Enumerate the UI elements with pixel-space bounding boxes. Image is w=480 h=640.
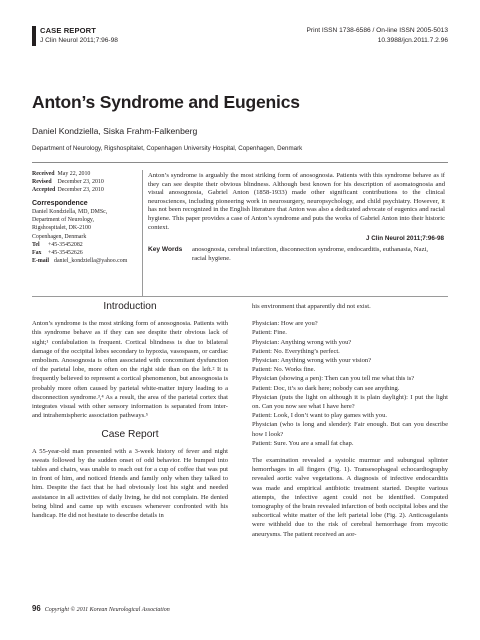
- correspondence-heading: Correspondence: [32, 200, 88, 208]
- case-report-heading: Case Report: [101, 429, 159, 441]
- dialogue-line: Physician: Anything wrong with your vision?: [252, 357, 372, 365]
- revised-label: Revised: [32, 179, 52, 186]
- accepted-label: Accepted: [32, 187, 56, 194]
- fax-label: Fax: [32, 249, 42, 256]
- header-accent-bar: [32, 26, 36, 46]
- case-paragraph: A 55-year-old man presented with a 3-week history of fever and night sweats followed by the sudden onset of odd behavior. He bumped into tables and chairs, was unable to reach out for a cup of coffee that was put in front of him, and noticed friends and family only when they talked to him. Despite the fact that he had obviously lost his sight and needed assistance in all activities of daily living, he did not complain. He denied being blind and came up with excuses whenever confronted with his handicap. He did not hesitate to describe details in: [32, 447, 228, 520]
- correspondence-line: Rigshospitalet, DK-2100: [32, 225, 91, 232]
- author-list: Daniel Kondziella, Siska Frahm-Falkenberg: [32, 126, 198, 136]
- received-date: May 22, 2010: [57, 171, 91, 177]
- copyright-notice: Copyright © 2011 Korean Neurological Association: [44, 607, 170, 613]
- affiliation: Department of Neurology, Rigshospitalet, Copenhagen University Hospital, Copenhagen, Denmark: [32, 145, 303, 152]
- left-column: [32, 302, 228, 520]
- tel-label: Tel: [32, 241, 40, 248]
- page-number: 96: [32, 604, 41, 613]
- dialogue-line: Patient: Look, I don’t want to play games with you.: [252, 412, 387, 420]
- dialogue-line: Physician (puts the light on although it is plain daylight): I put the light on. Can you now see what I have here?: [252, 393, 448, 411]
- dialogue-line: Physician: How are you?: [252, 320, 318, 328]
- correspondence-line: Department of Neurology,: [32, 217, 94, 224]
- dialogue-line: Patient: Doc, it’s so dark here; nobody can see anything.: [252, 384, 400, 392]
- dialogue-line: Patient: No. Works fine.: [252, 366, 316, 374]
- dialogue-line: Physician (who is long and slender): Fair enough. But can you describe how I look?: [252, 421, 448, 438]
- dialogue-line: Physician (showing a pen): Then can you tell me what this is?: [252, 375, 415, 383]
- tel-number: +45-35452082: [48, 241, 83, 248]
- correspondence-line: Copenhagen, Denmark: [32, 233, 87, 240]
- journal-citation: J Clin Neurol 2011;7:96-98: [40, 37, 118, 44]
- received-label: Received: [32, 171, 55, 177]
- article-title: Anton’s Syndrome and Eugenics: [32, 92, 300, 112]
- dialogue-line: Patient: Sure. You are a small fat chap.: [252, 439, 354, 447]
- keywords-text: anosognosia, cerebral infarction, disconnection syndrome, endocarditis, euthanasia, Nazi, racial hygiene.: [192, 246, 429, 262]
- doi-line[interactable]: 10.3988/jcn.2011.7.2.96: [377, 37, 448, 44]
- abstract-divider: [32, 296, 448, 297]
- keywords-label: Key Words: [148, 246, 183, 253]
- info-divider: [142, 170, 143, 296]
- dialogue-line: Patient: Fine.: [252, 329, 287, 337]
- accepted-date: December 23, 2010: [57, 187, 104, 194]
- section-label: CASE REPORT: [40, 26, 96, 35]
- right-column: [252, 302, 448, 539]
- introduction-heading: Introduction: [103, 301, 157, 312]
- dialogue-line: Physician: Anything wrong with you?: [252, 338, 352, 346]
- email-label: E-mail: [32, 257, 50, 264]
- title-divider: [32, 162, 448, 163]
- fax-number: +45-35452626: [48, 249, 83, 256]
- issn-line: Print ISSN 1738-6586 / On-line ISSN 2005-5013: [306, 27, 448, 34]
- correspondence-line: Daniel Kondziella, MD, DMSc,: [32, 209, 108, 216]
- body-paragraph: his environment that apparently did not exist.: [252, 303, 371, 310]
- body-paragraph: The examination revealed a systolic murmur and subungual splinter hemorrhages in all fingers (Fig. 1). Transesophageal echocardiography revealed aortic valve vegetations. A diagnosis of infective endocarditis was made and empirical antibiotic treatment started. Despite various attempts, the infective agent could not be identified. Computed tomography of the brain revealed infarction of both occipital lobes and the subcortical white matter of the left parietal lobe (Fig. 2). Anticoagulants were withheld due to the risk of cerebral hemorrhage from mycotic aneurysms. The patient received an aor-: [252, 457, 448, 538]
- page-footer: [32, 604, 170, 613]
- dialogue-line: Patient: No. Everything’s perfect.: [252, 347, 340, 355]
- abstract-text: Anton’s syndrome is arguably the most striking form of anosognosia. Patients with this syndrome behave as if they can see despite their obvious blindness. Although best known for his description of asomatognosia and visual anosognosia, Gabriel Anton (1858-1933) made other significant contributions to the clinical neurosciences, including pioneering work in neurosurgery, neuropsychology, and child psychiatry. However, it has not been recognized in the English literature that Anton was also a dedicated advocate of eugenics and racial hygiene. This paper provides a case of Anton’s syndrome and puts the works of Gabriel Anton into their historic context.: [148, 172, 445, 231]
- article-info: [32, 170, 142, 265]
- email-address[interactable]: daniel_kondziella@yahoo.com: [54, 257, 128, 264]
- revised-date: December 23, 2010: [57, 179, 104, 186]
- abstract-citation: J Clin Neurol 2011;7:96-98: [365, 235, 444, 242]
- introduction-paragraph: Anton’s syndrome is the most striking form of anosognosia. Patients with this syndrome behave as if they can see despite their obvious lack of sight;¹ confabulation is frequent. Cortical blindness is due to bilateral damage of the occipital lobes secondary to hypoxia, vasospasm, or cardiac embolism. Anosognosia is often associated with concomitant dysfunction of the parietal lobe, more often on the right side than on the left.² It is frequently believed to represent a cortical phenomenon, but anosognosia is probably more often caused by parietal white-matter injury leading to a disconnection syndrome.³,⁴ As a result, the area of the parietal cortex that integrates visual with other sensory information is separated from inter- and intrahemispheric association pathways.⁵: [32, 320, 228, 420]
